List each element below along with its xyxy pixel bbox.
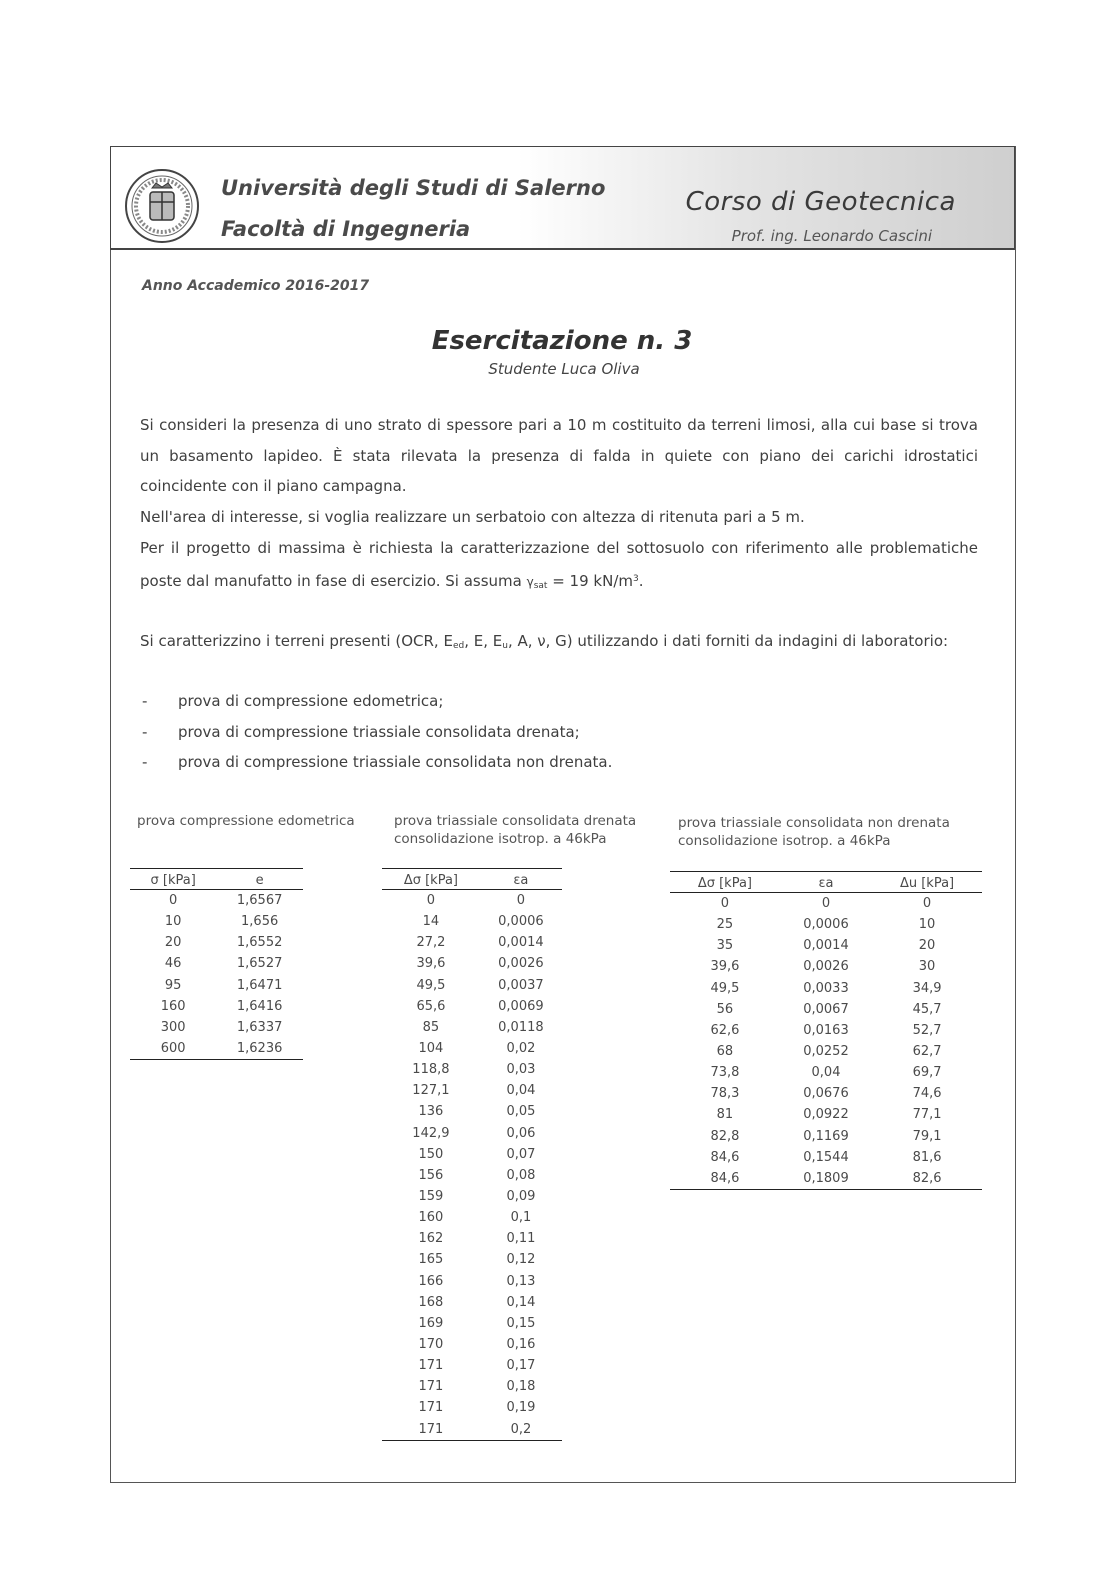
paragraph-characterize-start: Si caratterizzino i terreni presenti (OCR, E — [140, 632, 453, 650]
table-cell: 68 — [716, 1044, 734, 1060]
table-cell: 82,6 — [872, 1168, 982, 1190]
table-row — [382, 1165, 562, 1186]
table-header: Δσ [kPa] — [670, 872, 780, 893]
table-row — [670, 1147, 982, 1168]
table-cell: 156 — [418, 1167, 444, 1183]
table-row — [382, 1207, 562, 1228]
table-cell: 78,3 — [710, 1086, 740, 1102]
table-cell: 159 — [418, 1189, 444, 1205]
table3-caption — [678, 814, 950, 850]
table-cell: 0,1809 — [780, 1168, 872, 1190]
table-row — [130, 932, 303, 953]
table-row — [382, 1080, 562, 1101]
paragraph-design-text: Per il progetto di massima è richiesta la caratterizzazione del sottosuolo con riferimento alle problematiche poste dal manufatto in fase di esercizio. Si assuma — [140, 539, 978, 590]
table-cell: 0,0037 — [498, 977, 544, 993]
list-item: - prova di compressione edometrica; — [140, 686, 980, 717]
paragraph-design — [140, 533, 978, 601]
table-cell: 1,6471 — [236, 977, 283, 993]
table-cell: 35 — [716, 938, 734, 954]
unit-superscript: 3 — [633, 573, 639, 584]
table-cell: 0,14 — [506, 1294, 536, 1310]
table1-caption: prova compressione edometrica — [137, 813, 355, 829]
table-row — [382, 953, 562, 974]
table-cell: 0,06 — [506, 1125, 536, 1141]
table-cell: 169 — [418, 1315, 444, 1331]
table-row — [382, 1228, 562, 1249]
drained-triaxial-table — [382, 868, 562, 1441]
table-row — [382, 1313, 562, 1334]
student-name: Studente Luca Oliva — [488, 360, 640, 378]
table-header: Δσ [kPa] — [382, 869, 480, 890]
table-header: e — [216, 869, 303, 890]
table-cell: 1,656 — [241, 914, 279, 930]
table-cell: 0,16 — [506, 1337, 536, 1353]
oedometer-table — [130, 868, 303, 1060]
table-cell: 0,11 — [506, 1231, 536, 1247]
academic-year: Anno Accademico 2016-2017 — [142, 278, 370, 294]
table-cell: 118,8 — [412, 1062, 450, 1078]
table-cell: 0,0014 — [498, 935, 544, 951]
table-cell: 74,6 — [912, 1086, 942, 1102]
table-header: Δu [kPa] — [872, 872, 982, 893]
table-cell: 171 — [382, 1419, 480, 1441]
table-row — [382, 1419, 562, 1441]
table-cell: 0,15 — [506, 1315, 536, 1331]
table-cell: 85 — [422, 1019, 440, 1035]
table-row — [670, 1041, 982, 1062]
table-cell: 77,1 — [912, 1107, 942, 1123]
table-row — [130, 1038, 303, 1060]
table-row — [382, 1017, 562, 1038]
table-cell: 56 — [716, 1001, 734, 1017]
table-cell: 0,0118 — [498, 1019, 544, 1035]
table-cell: 0,1544 — [803, 1149, 849, 1165]
table-cell: 84,6 — [670, 1168, 780, 1190]
table-cell: 0,19 — [506, 1400, 536, 1416]
table-cell: 0,0006 — [803, 917, 849, 933]
table-cell: 79,1 — [912, 1128, 942, 1144]
table-cell: 14 — [422, 914, 440, 930]
faculty-name: Facoltà di Ingegneria — [221, 217, 471, 241]
table-cell: 168 — [418, 1294, 444, 1310]
table-cell: 1,6552 — [236, 935, 283, 951]
table-cell: 0,12 — [506, 1252, 536, 1268]
table-row — [382, 1334, 562, 1355]
table-row — [670, 1083, 982, 1104]
table-cell: 95 — [164, 977, 182, 993]
table-cell: 84,6 — [710, 1149, 740, 1165]
table-cell: 62,6 — [710, 1022, 740, 1038]
table-cell: 0,0163 — [803, 1022, 849, 1038]
table-row — [382, 1397, 562, 1418]
table-cell: 0,0026 — [498, 956, 544, 972]
table-row — [670, 1062, 982, 1083]
table-row — [130, 911, 303, 932]
table-row — [130, 996, 303, 1017]
table-cell: 0,0033 — [803, 980, 849, 996]
table-cell: 0,0067 — [803, 1001, 849, 1017]
table-header: εa — [780, 872, 872, 893]
gamma-subscript: sat — [533, 580, 548, 591]
table-row — [382, 890, 562, 912]
table-row — [130, 953, 303, 974]
table-cell: 127,1 — [412, 1083, 450, 1099]
table-row — [382, 1059, 562, 1080]
subscript-ed: ed — [452, 641, 465, 651]
table-cell: 1,6527 — [236, 956, 283, 972]
paragraph-characterize-mid: , E, E — [464, 632, 503, 650]
table3-caption-line2: consolidazione isotrop. a 46kPa — [678, 833, 891, 849]
table3-caption-line1: prova triassiale consolidata non drenata — [678, 815, 950, 831]
table-cell: 0,0014 — [803, 938, 849, 954]
table-row — [670, 999, 982, 1020]
table-row — [382, 1101, 562, 1122]
table-cell: 165 — [418, 1252, 444, 1268]
table-cell: 49,5 — [710, 980, 740, 996]
table-cell: 150 — [418, 1146, 444, 1162]
table-cell: 25 — [716, 917, 734, 933]
table-cell: 136 — [418, 1104, 444, 1120]
table-cell: 0,17 — [506, 1358, 536, 1374]
table-cell: 0,08 — [506, 1167, 536, 1183]
table-cell: 0,03 — [506, 1062, 536, 1078]
table-row — [670, 1126, 982, 1147]
table-row — [670, 935, 982, 956]
table-row — [670, 1104, 982, 1125]
gamma-value: = 19 kN/m — [547, 571, 633, 590]
table-cell: 300 — [160, 1019, 186, 1035]
table-row — [382, 1038, 562, 1059]
table-row — [382, 911, 562, 932]
table-cell: 39,6 — [710, 959, 740, 975]
table-cell: 171 — [418, 1400, 444, 1416]
table-cell: 69,7 — [912, 1065, 942, 1081]
table-cell: 0 — [922, 896, 932, 912]
table-row — [382, 932, 562, 953]
table-cell: 34,9 — [912, 980, 942, 996]
paragraph-problem: Si consideri la presenza di uno strato di spessore pari a 10 m costituito da terreni limosi, alla cui base si trova un basamento lapideo. È stata rilevata la presenza di falda in quiete con piano dei carichi idrostatici coincidente con il piano campagna. — [140, 416, 978, 495]
table-cell: 30 — [918, 959, 936, 975]
paragraph-characterize — [140, 626, 978, 662]
table-row — [670, 893, 982, 915]
table-cell: 0,07 — [506, 1146, 536, 1162]
table-cell: 0,0676 — [803, 1086, 849, 1102]
table-cell: 0,1 — [510, 1210, 532, 1226]
table-cell: 0,0252 — [803, 1044, 849, 1060]
paragraph-characterize-end: , A, ν, G) utilizzando i dati forniti da indagini di laboratorio: — [507, 632, 949, 650]
table-header: σ [kPa] — [130, 869, 216, 890]
table-cell: 171 — [418, 1358, 444, 1374]
table-row — [670, 914, 982, 935]
table-cell: 0,0026 — [803, 959, 849, 975]
table-row — [670, 978, 982, 999]
table-cell: 104 — [418, 1041, 444, 1057]
table-cell: 160 — [418, 1210, 444, 1226]
table-cell: 160 — [160, 998, 186, 1014]
table-cell: 1,6236 — [216, 1038, 303, 1060]
table-cell: 52,7 — [912, 1022, 942, 1038]
table-cell: 600 — [130, 1038, 216, 1060]
table-row — [382, 1249, 562, 1270]
table-cell: 162 — [418, 1231, 444, 1247]
university-seal-icon — [124, 168, 200, 244]
table-row — [670, 956, 982, 977]
table-cell: 0,0069 — [498, 998, 544, 1014]
table-cell: 1,6567 — [236, 893, 283, 909]
university-name: Università degli Studi di Salerno — [221, 176, 606, 200]
undrained-triaxial-table — [670, 871, 982, 1190]
exercise-title: Esercitazione n. 3 — [431, 326, 693, 356]
table-cell: 0,02 — [506, 1041, 536, 1057]
table-cell: 142,9 — [412, 1125, 450, 1141]
table-cell: 166 — [418, 1273, 444, 1289]
paragraph-tank: Nell'area di interesse, si voglia realizzare un serbatoio con altezza di ritenuta pari a 5 m. — [140, 508, 805, 526]
list-item: - prova di compressione triassiale consolidata drenata; — [140, 717, 980, 748]
table-row — [382, 1292, 562, 1313]
table2-caption — [394, 812, 636, 848]
table-cell: 1,6416 — [236, 998, 283, 1014]
table-cell: 81 — [716, 1107, 734, 1123]
table-cell: 0 — [168, 893, 178, 909]
test-list — [140, 686, 980, 778]
table-cell: 10 — [164, 914, 182, 930]
table-cell: 20 — [918, 938, 936, 954]
table-row — [130, 975, 303, 996]
table-row — [382, 1355, 562, 1376]
table2-caption-line2: consolidazione isotrop. a 46kPa — [394, 831, 607, 847]
table-cell: 0,1169 — [803, 1128, 849, 1144]
table-cell: 82,8 — [710, 1128, 740, 1144]
paragraph-design-end: . — [638, 571, 644, 590]
table-cell: 45,7 — [912, 1001, 942, 1017]
table-cell: 0,04 — [506, 1083, 536, 1099]
table-row — [382, 1144, 562, 1165]
table-cell: 0,0006 — [498, 914, 544, 930]
table-cell: 49,5 — [416, 977, 446, 993]
table-cell: 39,6 — [416, 956, 446, 972]
subscript-u: u — [502, 641, 508, 651]
table-cell: 0,0922 — [803, 1107, 849, 1123]
professor-name: Prof. ing. Leonardo Cascini — [731, 227, 932, 245]
table2-caption-line1: prova triassiale consolidata drenata — [394, 813, 637, 829]
table-cell: 0,18 — [506, 1379, 536, 1395]
table-row — [382, 1123, 562, 1144]
table-header: εa — [480, 869, 562, 890]
table-cell: 62,7 — [912, 1044, 942, 1060]
table-row — [382, 1271, 562, 1292]
table-cell: 1,6337 — [236, 1019, 283, 1035]
list-item: - prova di compressione triassiale consolidata non drenata. — [140, 747, 980, 778]
table-cell: 10 — [918, 917, 936, 933]
gamma-symbol: γ — [526, 574, 534, 589]
table-cell: 0,09 — [506, 1189, 536, 1205]
table-cell: 0 — [720, 896, 730, 912]
table-cell: 0 — [821, 896, 831, 912]
table-cell: 0,2 — [480, 1419, 562, 1441]
table-row — [130, 1017, 303, 1038]
table-row — [670, 1020, 982, 1041]
table-row — [382, 996, 562, 1017]
table-row — [382, 1186, 562, 1207]
table-cell: 20 — [164, 935, 182, 951]
table-row — [670, 1168, 982, 1190]
table-cell: 0,04 — [811, 1065, 841, 1081]
table-cell: 73,8 — [710, 1065, 740, 1081]
table-cell: 65,6 — [416, 998, 446, 1014]
table-row — [382, 1376, 562, 1397]
table-cell: 0,05 — [506, 1104, 536, 1120]
table-row — [130, 890, 303, 912]
table-cell: 0,13 — [506, 1273, 536, 1289]
table-cell: 0 — [516, 893, 526, 909]
table-cell: 0 — [426, 893, 436, 909]
course-title: Corso di Geotecnica — [685, 187, 956, 217]
table-cell: 46 — [164, 956, 182, 972]
table-cell: 81,6 — [912, 1149, 942, 1165]
table-cell: 27,2 — [416, 935, 446, 951]
table-cell: 171 — [418, 1379, 444, 1395]
table-cell: 170 — [418, 1337, 444, 1353]
table-row — [382, 975, 562, 996]
